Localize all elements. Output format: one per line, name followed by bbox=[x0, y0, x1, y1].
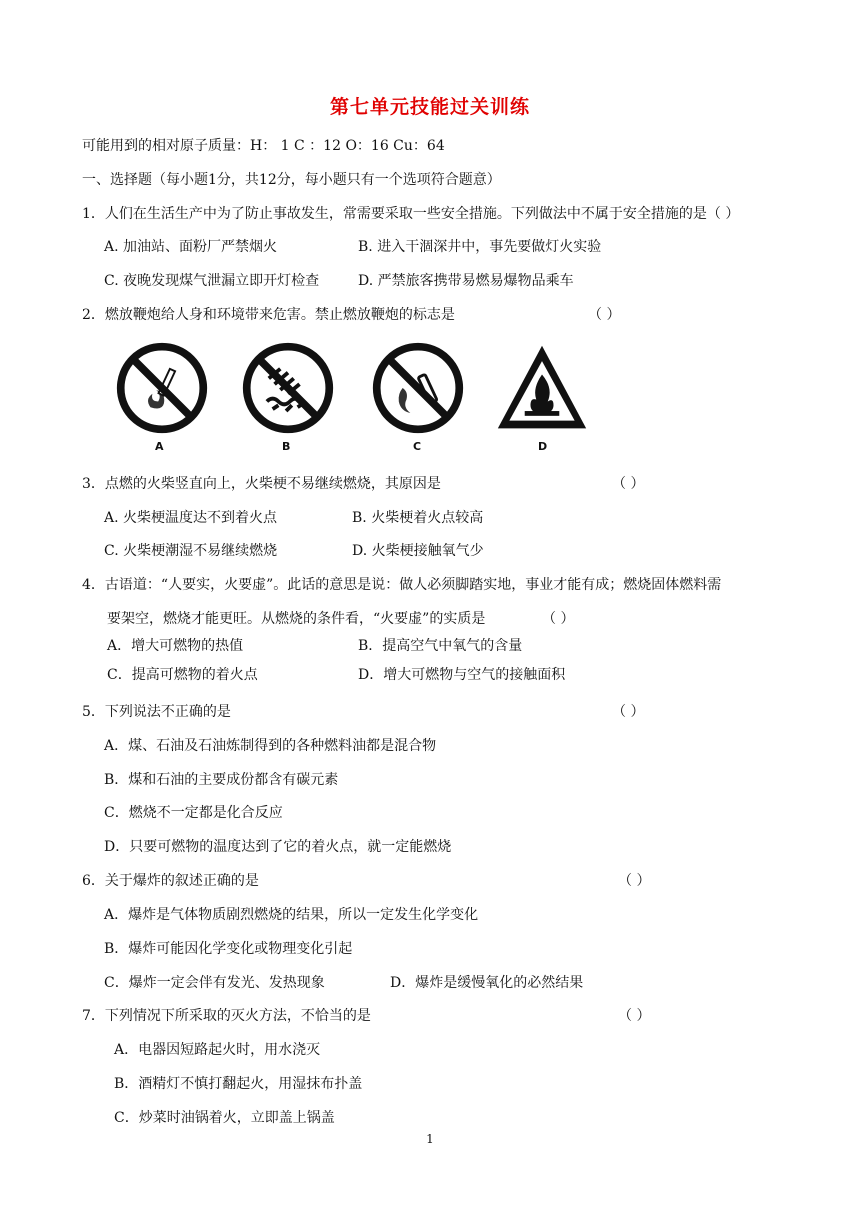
question-7-stem: 7．下列情况下所采取的灭火方法，不恰当的是 bbox=[82, 1008, 371, 1024]
atomic-masses: 可能用到的相对原子质量：H： 1 C ：12 O：16 Cu：64 bbox=[82, 138, 445, 154]
question-2-stem: 2．燃放鞭炮给人身和环境带来危害。禁止燃放鞭炮的标志是 bbox=[82, 307, 455, 323]
q3-option-a: A. 火柴梗温度达不到着火点 bbox=[104, 510, 278, 526]
q7-option-a: A．电器因短路起火时，用水浇灭 bbox=[114, 1042, 321, 1058]
q6-answer-blank: （ ） bbox=[618, 873, 651, 889]
question-6-stem: 6．关于爆炸的叙述正确的是 bbox=[82, 873, 259, 889]
page-number: 1 bbox=[426, 1132, 434, 1146]
sign-label-b: B bbox=[282, 440, 291, 453]
sign-label-a: A bbox=[155, 440, 164, 453]
q6-option-c: C．爆炸一定会伴有发光、发热现象 bbox=[104, 975, 325, 991]
q3-option-d: D. 火柴梗接触氧气少 bbox=[352, 543, 484, 559]
flammable-warning-sign-d bbox=[494, 340, 590, 436]
q5-option-a: A．煤、石油及石油炼制得到的各种燃料油都是混合物 bbox=[104, 738, 437, 754]
q3-option-b: B. 火柴梗着火点较高 bbox=[352, 510, 484, 526]
no-firecrackers-sign-b bbox=[240, 340, 336, 436]
question-3-stem: 3．点燃的火柴竖直向上，火柴梗不易继续燃烧，其原因是 bbox=[82, 476, 441, 492]
q7-option-b: B．酒精灯不慎打翻起火，用湿抹布扑盖 bbox=[114, 1076, 363, 1092]
no-smoking-sign-c bbox=[370, 340, 466, 436]
q4-option-d: D．增大可燃物与空气的接触面积 bbox=[358, 667, 566, 683]
q4-option-c: C．提高可燃物的着火点 bbox=[107, 667, 258, 683]
q5-option-d: D．只要可燃物的温度达到了它的着火点，就一定能燃烧 bbox=[104, 839, 452, 855]
q4-option-a: A．增大可燃物的热值 bbox=[107, 638, 244, 654]
q5-answer-blank: （ ） bbox=[612, 704, 645, 720]
q6-option-b: B．爆炸可能因化学变化或物理变化引起 bbox=[104, 941, 353, 957]
question-1-stem: 1．人们在生活生产中为了防止事故发生，常需要采取一些安全措施。下列做法中不属于安全措施的是（ ） bbox=[82, 206, 740, 222]
q6-option-d: D．爆炸是缓慢氧化的必然结果 bbox=[390, 975, 584, 991]
q3-option-c: C. 火柴梗潮湿不易继续燃烧 bbox=[104, 543, 278, 559]
question-4-stem-line1: 4．古语道：“人要实，火要虚”。此话的意思是说：做人必须脚踏实地，事业才能有成；燃烧固体燃料需 bbox=[82, 577, 722, 593]
q6-option-a: A．爆炸是气体物质剧烈燃烧的结果，所以一定发生化学变化 bbox=[104, 907, 479, 923]
q4-option-b: B．提高空气中氧气的含量 bbox=[358, 638, 523, 654]
no-fireworks-sign-a bbox=[114, 340, 210, 436]
q4-answer-blank: （ ） bbox=[542, 611, 575, 627]
section-heading: 一、选择题（每小题1分，共12分，每小题只有一个选项符合题意） bbox=[82, 172, 501, 188]
question-5-stem: 5．下列说法不正确的是 bbox=[82, 704, 231, 720]
q1-option-c: C. 夜晚发现煤气泄漏立即开灯检查 bbox=[104, 273, 320, 289]
q1-option-d: D. 严禁旅客携带易燃易爆物品乘车 bbox=[358, 273, 574, 289]
q3-answer-blank: （ ） bbox=[612, 476, 645, 492]
page-title: 第七单元技能过关训练 bbox=[329, 96, 530, 118]
sign-label-d: D bbox=[538, 440, 548, 453]
question-4-stem-line2: 要架空，燃烧才能更旺。从燃烧的条件看，“火要虚”的实质是 bbox=[107, 611, 486, 627]
q1-option-b: B. 进入干涸深井中，事先要做灯火实验 bbox=[358, 239, 602, 255]
q5-option-b: B．煤和石油的主要成份都含有碳元素 bbox=[104, 772, 339, 788]
q7-option-c: C．炒菜时油锅着火，立即盖上锅盖 bbox=[114, 1110, 335, 1126]
q5-option-c: C．燃烧不一定都是化合反应 bbox=[104, 805, 283, 821]
q2-answer-blank: （ ） bbox=[588, 307, 621, 323]
q1-option-a: A. 加油站、面粉厂严禁烟火 bbox=[104, 239, 278, 255]
sign-label-c: C bbox=[413, 440, 422, 453]
q7-answer-blank: （ ） bbox=[618, 1008, 651, 1024]
